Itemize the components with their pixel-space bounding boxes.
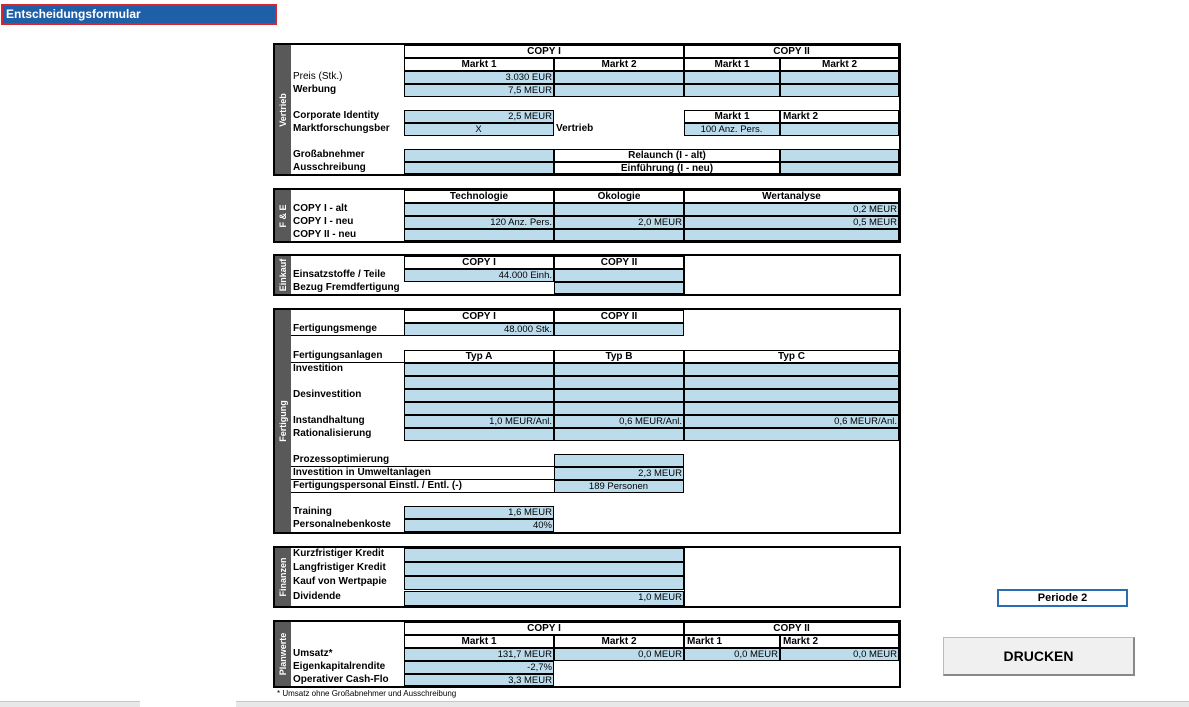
label-training: Training bbox=[293, 506, 332, 517]
header-wertanalyse: Wertanalyse bbox=[684, 190, 899, 203]
header-einkauf-copy1: COPY I bbox=[404, 256, 554, 269]
label-fremdfertigung: Bezug Fremdfertigung bbox=[293, 282, 400, 293]
input-werbung-c2m2[interactable] bbox=[780, 84, 899, 97]
band-vertrieb: Vertrieb bbox=[275, 45, 291, 174]
header-copy2-markt2: Markt 2 bbox=[780, 58, 899, 71]
input-fue-r1-oeko[interactable] bbox=[554, 203, 684, 216]
header-oekologie: Ökologie bbox=[554, 190, 684, 203]
label-copy2-neu: COPY II - neu bbox=[293, 229, 357, 240]
sheet-tabs-scroll[interactable] bbox=[0, 701, 140, 707]
input-fue-r3-tech[interactable] bbox=[404, 229, 554, 241]
input-relaunch[interactable] bbox=[780, 149, 899, 162]
footnote: * Umsatz ohne Großabnehmer und Ausschreibung bbox=[277, 689, 457, 698]
input-fremdfertigung-c2[interactable] bbox=[554, 282, 684, 294]
label-marktforschung: Marktforschungsber bbox=[293, 123, 390, 134]
input-einfuehrung[interactable] bbox=[780, 162, 899, 174]
value-umsatz-c1m1: 131,7 MEUR bbox=[404, 648, 554, 661]
input-corporate-identity[interactable]: 2,5 MEUR bbox=[404, 110, 554, 123]
input-werbung-c1m1[interactable]: 7,5 MEUR bbox=[404, 84, 554, 97]
label-fertigungsanlagen: Fertigungsanlagen bbox=[291, 350, 404, 363]
header-technologie: Technologie bbox=[404, 190, 554, 203]
finanzen-empty-area bbox=[684, 548, 899, 606]
input-invest-a[interactable] bbox=[404, 363, 554, 376]
header-plan-c2m2: Markt 2 bbox=[780, 635, 899, 648]
periode-label: Periode 2 bbox=[997, 589, 1128, 607]
input-marktforschung[interactable]: X bbox=[404, 123, 554, 136]
print-button[interactable]: DRUCKEN bbox=[943, 637, 1135, 676]
band-planwerte: Planwerte bbox=[275, 622, 291, 686]
input-werbung-c1m2[interactable] bbox=[554, 84, 684, 97]
form-title: Entscheidungsformular bbox=[1, 4, 277, 25]
value-umsatz-c2m1: 0,0 MEUR bbox=[684, 648, 780, 661]
label-copy1-neu: COPY I - neu bbox=[293, 216, 354, 227]
input-langfristiger-kredit[interactable] bbox=[404, 562, 684, 576]
input-ratio-b[interactable] bbox=[554, 428, 684, 441]
input-ratio-c[interactable] bbox=[684, 428, 899, 441]
input-desinvest-a2[interactable] bbox=[404, 389, 554, 402]
label-cashflow: Operativer Cash-Flo bbox=[293, 674, 389, 685]
input-fue-r2-wert[interactable]: 0,5 MEUR bbox=[684, 216, 899, 229]
label-prozessoptimierung: Prozessoptimierung bbox=[291, 454, 554, 467]
label-preis: Preis (Stk.) bbox=[293, 71, 343, 82]
band-fertigung: Fertigung bbox=[275, 310, 291, 532]
header-fertigung-copy2: COPY II bbox=[554, 310, 684, 323]
label-investition: Investition bbox=[293, 363, 344, 374]
header-typ-c: Typ C bbox=[684, 350, 899, 363]
header-typ-b: Typ B bbox=[554, 350, 684, 363]
input-personal[interactable]: 189 Personen bbox=[554, 480, 684, 493]
input-preis-c2m1[interactable] bbox=[684, 71, 780, 84]
input-fue-r2-oeko[interactable]: 2,0 MEUR bbox=[554, 216, 684, 229]
label-eigenkapitalrendite: Eigenkapitalrendite bbox=[293, 661, 386, 672]
input-training[interactable]: 1,6 MEUR bbox=[404, 506, 554, 519]
input-desinvest-b1[interactable] bbox=[554, 376, 684, 389]
input-dividende[interactable]: 1,0 MEUR bbox=[404, 591, 684, 606]
label-fertigungsmenge: Fertigungsmenge bbox=[293, 323, 377, 334]
header-plan-c2m1: Markt 1 bbox=[684, 635, 780, 648]
header-typ-a: Typ A bbox=[404, 350, 554, 363]
input-wertpapiere[interactable] bbox=[404, 576, 684, 590]
label-relaunch: Relaunch (I - alt) bbox=[554, 149, 780, 162]
input-desinvest-c3[interactable] bbox=[684, 402, 899, 415]
header-fertigung-copy1: COPY I bbox=[404, 310, 554, 323]
section-einkauf bbox=[273, 254, 901, 296]
input-desinvest-c1[interactable] bbox=[684, 376, 899, 389]
input-nebenkosten[interactable]: 40% bbox=[404, 519, 554, 532]
label-werbung: Werbung bbox=[293, 84, 337, 95]
header-vertrieb-markt1: Markt 1 bbox=[684, 110, 780, 123]
input-fue-r3-oeko[interactable] bbox=[554, 229, 684, 241]
label-umsatz: Umsatz* bbox=[293, 648, 333, 659]
label-kurzfristiger-kredit: Kurzfristiger Kredit bbox=[293, 548, 385, 559]
input-vertrieb-m2[interactable] bbox=[780, 123, 899, 136]
input-fue-r3-wert[interactable] bbox=[684, 229, 899, 241]
value-umsatz-c2m2: 0,0 MEUR bbox=[780, 648, 899, 661]
label-corporate-identity: Corporate Identity bbox=[293, 110, 380, 121]
value-umsatz-c1m2: 0,0 MEUR bbox=[554, 648, 684, 661]
value-cashflow: 3,3 MEUR bbox=[404, 674, 554, 686]
value-eigenkapitalrendite: -2,7% bbox=[404, 661, 554, 674]
input-prozess[interactable] bbox=[554, 454, 684, 467]
label-wertpapiere: Kauf von Wertpapie bbox=[293, 576, 387, 587]
label-personalnebenkosten: Personalnebenkoste bbox=[293, 519, 391, 530]
section-finanzen bbox=[273, 546, 901, 608]
input-inst-a[interactable]: 1,0 MEUR/Anl. bbox=[404, 415, 554, 428]
input-desinvest-a3[interactable] bbox=[404, 402, 554, 415]
label-einsatzstoffe: Einsatzstoffe / Teile bbox=[293, 269, 386, 280]
input-preis-c1m1[interactable]: 3.030 EUR bbox=[404, 71, 554, 84]
header-plan-copy1: COPY I bbox=[404, 622, 684, 635]
input-preis-c1m2[interactable] bbox=[554, 71, 684, 84]
input-fue-r2-tech[interactable]: 120 Anz. Pers. bbox=[404, 216, 554, 229]
input-invest-c[interactable] bbox=[684, 363, 899, 376]
label-rationalisierung: Rationalisierung bbox=[293, 428, 372, 439]
band-einkauf: Einkauf bbox=[275, 256, 291, 294]
header-copy1-markt1: Markt 1 bbox=[404, 58, 554, 71]
label-langfristiger-kredit: Langfristiger Kredit bbox=[293, 562, 386, 573]
input-inst-c[interactable]: 0,6 MEUR/Anl. bbox=[684, 415, 899, 428]
input-grossabnehmer[interactable] bbox=[404, 149, 554, 162]
label-vertrieb-personal: Vertrieb bbox=[556, 123, 594, 134]
input-einsatzstoffe-c2[interactable] bbox=[554, 269, 684, 282]
input-ratio-a[interactable] bbox=[404, 428, 554, 441]
input-kurzfristiger-kredit[interactable] bbox=[404, 548, 684, 562]
header-copy2: COPY II bbox=[684, 45, 899, 58]
label-ausschreibung: Ausschreibung bbox=[293, 162, 366, 173]
section-vertrieb bbox=[273, 43, 901, 176]
input-desinvest-c2[interactable] bbox=[684, 389, 899, 402]
label-instandhaltung: Instandhaltung bbox=[293, 415, 365, 426]
horizontal-scrollbar[interactable] bbox=[236, 701, 1189, 707]
section-fertigung bbox=[273, 308, 901, 534]
band-fue: F & E bbox=[275, 190, 291, 241]
input-invest-b[interactable] bbox=[554, 363, 684, 376]
input-desinvest-b2[interactable] bbox=[554, 389, 684, 402]
label-copy1-alt: COPY I - alt bbox=[293, 203, 348, 214]
header-einkauf-copy2: COPY II bbox=[554, 256, 684, 269]
band-finanzen: Finanzen bbox=[275, 548, 291, 606]
input-einsatzstoffe-c1[interactable]: 44.000 Einh. bbox=[404, 269, 554, 282]
section-planwerte bbox=[273, 620, 901, 688]
label-umweltanlagen: Investition in Umweltanlagen bbox=[291, 467, 554, 480]
input-desinvest-a1[interactable] bbox=[404, 376, 554, 389]
label-desinvestition: Desinvestition bbox=[293, 389, 362, 400]
section-fue bbox=[273, 188, 901, 243]
input-desinvest-b3[interactable] bbox=[554, 402, 684, 415]
label-einfuehrung: Einführung (I - neu) bbox=[554, 162, 780, 174]
header-plan-copy2: COPY II bbox=[684, 622, 899, 635]
einkauf-empty-area bbox=[684, 256, 899, 294]
header-copy1: COPY I bbox=[404, 45, 684, 58]
input-werbung-c2m1[interactable] bbox=[684, 84, 780, 97]
input-fue-r1-tech[interactable] bbox=[404, 203, 554, 216]
header-copy1-markt2: Markt 2 bbox=[554, 58, 684, 71]
label-fertigungspersonal: Fertigungspersonal Einstl. / Entl. (-) bbox=[291, 480, 554, 493]
input-menge-c1[interactable]: 48.000 Stk. bbox=[404, 323, 554, 336]
label-dividende: Dividende bbox=[293, 591, 341, 602]
input-preis-c2m2[interactable] bbox=[780, 71, 899, 84]
header-plan-c1m2: Markt 2 bbox=[554, 635, 684, 648]
input-inst-b[interactable]: 0,6 MEUR/Anl. bbox=[554, 415, 684, 428]
header-plan-c1m1: Markt 1 bbox=[404, 635, 554, 648]
header-copy2-markt1: Markt 1 bbox=[684, 58, 780, 71]
header-vertrieb-markt2: Markt 2 bbox=[780, 110, 899, 123]
label-grossabnehmer: Großabnehmer bbox=[293, 149, 365, 160]
menge-underline bbox=[291, 335, 684, 336]
input-vertrieb-m1[interactable]: 100 Anz. Pers. bbox=[684, 123, 780, 136]
input-fue-r1-wert[interactable]: 0,2 MEUR bbox=[684, 203, 899, 216]
input-umwelt[interactable]: 2,3 MEUR bbox=[554, 467, 684, 480]
input-ausschreibung[interactable] bbox=[404, 162, 554, 174]
